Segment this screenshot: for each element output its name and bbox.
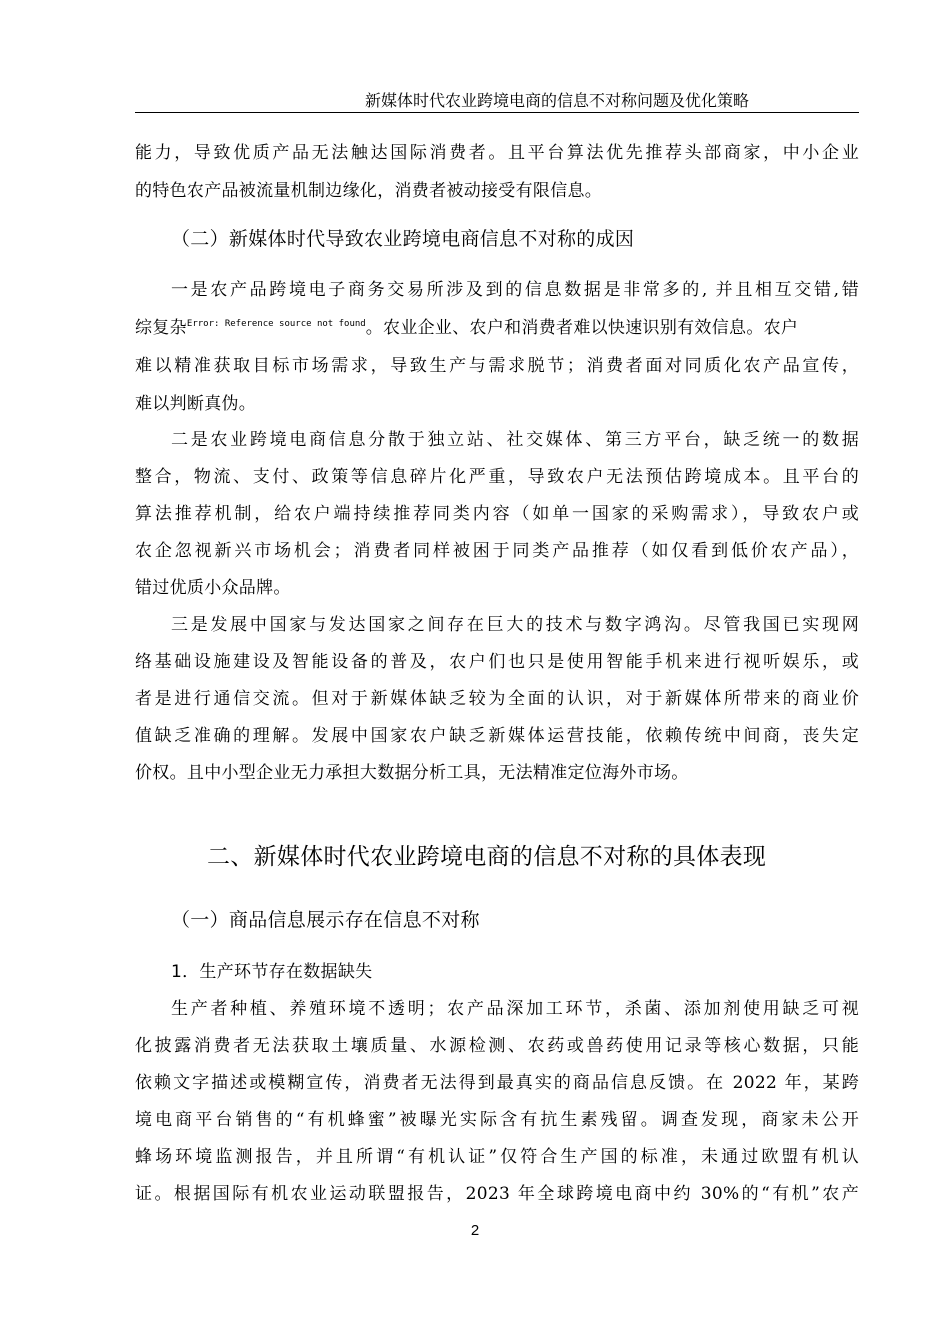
chapter-heading: 二、新媒体时代农业跨境电商的信息不对称的具体表现	[207, 844, 767, 870]
text-fragment: 综复杂	[135, 318, 187, 338]
running-header-title: 新媒体时代农业跨境电商的信息不对称问题及优化策略	[364, 91, 749, 110]
subsection-heading: 1．生产环节存在数据缺失	[171, 962, 373, 982]
text-line: 境电商平台销售的“有机蜂蜜”被曝光实际含有抗生素残留。调查发现，商家未公开	[135, 1110, 859, 1130]
text-fragment: 。农业企业、农户和消费者难以快速识别有效信息。农户	[365, 318, 799, 338]
text-line: 者是进行通信交流。但对于新媒体缺乏较为全面的认识，对于新媒体所带来的商业价	[135, 689, 859, 709]
text-line: 化披露消费者无法获取土壤质量、水源检测、农药或兽药使用记录等核心数据，只能	[135, 1036, 859, 1056]
text-line: 错过优质小众品牌。	[135, 578, 291, 598]
text-line: 难以精准获取目标市场需求，导致生产与需求脱节；消费者面对同质化农产品宣传，	[135, 356, 859, 376]
text-line: 依赖文字描述或模糊宣传，消费者无法得到最真实的商品信息反馈。在 2022 年，某跨	[135, 1073, 859, 1093]
text-line: 的特色农产品被流量机制边缘化，消费者被动接受有限信息。	[135, 181, 603, 201]
text-line: 价权。且中小型企业无力承担大数据分析工具，无法精准定位海外市场。	[135, 763, 689, 783]
text-line: 难以判断真伪。	[135, 394, 257, 414]
text-line: 算法推荐机制，给农户端持续推荐同类内容（如单一国家的采购需求），导致农户或	[135, 504, 859, 524]
text-line: 农企忽视新兴市场机会；消费者同样被困于同类产品推荐（如仅看到低价农产品），	[135, 541, 859, 561]
text-line: 整合，物流、支付、政策等信息碎片化严重，导致农户无法预估跨境成本。且平台的	[135, 467, 859, 487]
text-line-with-error-ref	[135, 313, 798, 338]
section-heading: （二）新媒体时代导致农业跨境电商信息不对称的成因	[171, 228, 635, 250]
reference-error-note: Error: Reference source not found	[186, 319, 366, 329]
text-line: 能力，导致优质产品无法触达国际消费者。且平台算法优先推荐头部商家，中小企业	[135, 143, 859, 163]
text-line: 值缺乏准确的理解。发展中国家农户缺乏新媒体运营技能，依赖传统中间商，丧失定	[135, 726, 859, 746]
text-line: 蜂场环境监测报告，并且所谓“有机认证”仅符合生产国的标准，未通过欧盟有机认	[135, 1147, 859, 1167]
section-heading: （一）商品信息展示存在信息不对称	[171, 909, 480, 931]
text-line: 络基础设施建设及智能设备的普及，农户们也只是使用智能手机来进行视听娱乐，或	[135, 652, 859, 672]
text-line: 三是发展中国家与发达国家之间存在巨大的技术与数字鸿沟。尽管我国已实现网	[171, 615, 859, 635]
text-line: 二是农业跨境电商信息分散于独立站、社交媒体、第三方平台，缺乏统一的数据	[171, 430, 859, 450]
header-rule	[135, 112, 859, 113]
text-line: 证。根据国际有机农业运动联盟报告，2023 年全球跨境电商中约 30%的“有机”农产	[135, 1184, 859, 1204]
text-line: 生产者种植、养殖环境不透明；农产品深加工环节，杀菌、添加剂使用缺乏可视	[171, 999, 859, 1019]
page-number: 2	[470, 1222, 480, 1239]
text-line: 一是农产品跨境电子商务交易所涉及到的信息数据是非常多的, 并且相互交错,错	[171, 280, 859, 300]
